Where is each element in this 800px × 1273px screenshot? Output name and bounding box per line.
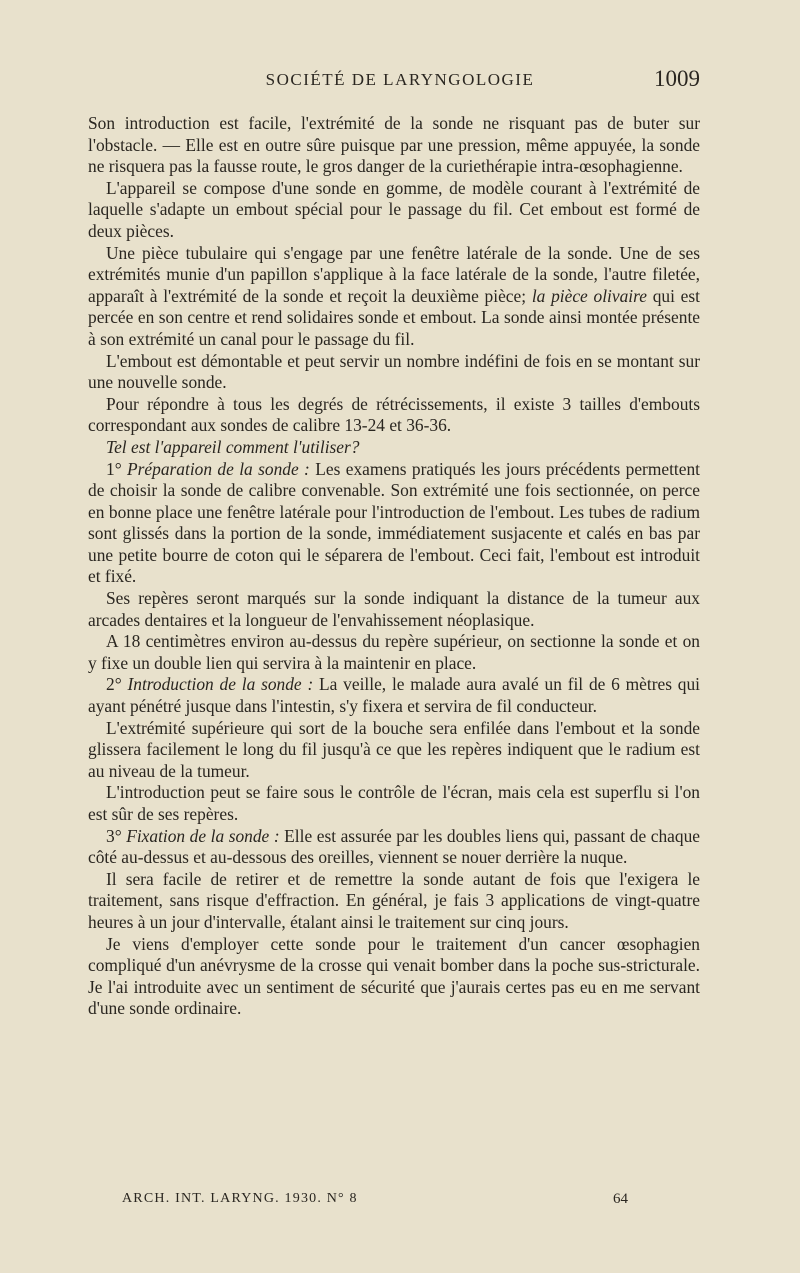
paragraph-text: Ses repères seront marqués sur la sonde indiquant la distance de la tumeur aux arcades dentaires et la longueur de l'envahissement néoplasique. — [88, 588, 700, 630]
paragraph — [88, 394, 700, 437]
running-head: SOCIÉTÉ DE LARYNGOLOGIE — [265, 70, 535, 89]
paragraph-text: qui est percée en son centre et rend solidaires sonde et embout. La sonde ainsi montée présente à son extrémité un canal pour le passage du fil. — [88, 285, 700, 349]
paragraph-text: L'embout est démontable et peut servir un nombre indéfini de fois en se montant sur une nouvelle sonde. — [88, 350, 700, 393]
paragraph — [88, 437, 700, 459]
paragraph — [88, 351, 700, 394]
paragraph-text: A 18 centimètres environ au-dessus du repère supérieur, on sectionne la sonde et on y fixe un double lien qui servira à la maintenir en place. — [88, 631, 700, 673]
section-number: 1° — [106, 458, 128, 479]
paragraph-text: Une pièce tubulaire qui s'engage par une fenêtre latérale de la sonde. Une de ses extrémités munie d'un papillon s'applique à la face latérale de la sonde, l'autre filetée, apparaît à l'extrémité de la sonde et reçoit la deuxième pièce; — [88, 242, 700, 306]
paragraph-text: Il sera facile de retirer et de remettre la sonde autant de fois que l'exigera le traitement, sans risque d'effraction. En général, je fais 3 applications de vingt-quatre heures à un jour d'intervalle, étalant ainsi le traitement sur cinq jours. — [88, 868, 700, 932]
paragraph — [88, 588, 700, 631]
section-heading: Préparation de la sonde : — [127, 458, 310, 479]
paragraph-italic: la pièce olivaire — [531, 285, 647, 306]
section-number: 3° — [106, 825, 127, 846]
article-body — [88, 113, 700, 1020]
paragraph-text: Je viens d'employer cette sonde pour le traitement d'un cancer œsophagien compliqué d'un anévrysme de la crosse qui venait bomber dans la poche sus-stricturale. Je l'ai introduite avec un sentiment de sécurité que j'aurais certes pas eu en me servant d'une sonde ordinaire. — [88, 933, 700, 1019]
paragraph-text: Son introduction est facile, l'extrémité de la sonde ne risquant pas de buter sur l'obstacle. — Elle est en outre sûre puisque par une pression, même appuyée, la sonde ne risquera pas la fausse route, le gros danger de la curiethérapie intra-œsophagienne. — [88, 113, 700, 177]
page-number: 1009 — [654, 66, 700, 91]
paragraph — [88, 178, 700, 243]
paragraph — [88, 718, 700, 783]
paragraph-text: Elle est assurée par les doubles liens qui, passant de chaque côté au-dessus et au-dessous des oreilles, viennent se nouer derrière la nuque. — [88, 825, 701, 868]
paragraph-text: Les examens pratiqués les jours précédents permettent de choisir la sonde de calibre convenable. Son extrémité une fois sectionnée, on perce en bonne place une fenêtre latérale pour l'introduction de l'embout. Les tubes de radium sont glissés dans la portion de la sonde, immédiatement susjacente et calés en bas par une petite bourre de coton qui le séparera de l'embout. Ceci fait, l'embout est introduit et fixé. — [88, 458, 700, 587]
paragraph — [88, 674, 700, 717]
paragraph — [88, 459, 700, 589]
paragraph-text: L'extrémité supérieure qui sort de la bouche sera enfilée dans l'embout et la sonde glissera facilement le long du fil jusqu'à ce que les repères indiquent que le radium est au niveau de la tumeur. — [88, 717, 700, 781]
page-header — [0, 66, 800, 96]
paragraph-italic: Tel est l'appareil comment l'utiliser? — [106, 436, 360, 457]
paragraph — [88, 826, 700, 869]
page-footer — [0, 1189, 800, 1213]
signature-mark: 64 — [613, 1191, 628, 1207]
paragraph — [88, 934, 700, 1020]
paragraph — [88, 869, 700, 934]
paragraph-text: L'appareil se compose d'une sonde en gomme, de modèle courant à l'extrémité de laquelle s'adapte un embout spécial pour le passage du fil. Cet embout est formé de deux pièces. — [88, 177, 700, 241]
section-number: 2° — [106, 674, 128, 695]
paragraph-text: La veille, le malade aura avalé un fil de 6 mètres qui ayant pénétré jusque dans l'intestin, s'y fixera et servira de fil conducteur. — [88, 674, 701, 717]
paragraph-text: Pour répondre à tous les degrés de rétrécissements, il existe 3 tailles d'embouts correspondant aux sondes de calibre 13-24 et 36-36. — [88, 393, 700, 436]
paragraph-text: L'introduction peut se faire sous le contrôle de l'écran, mais cela est superflu si l'on est sûr de ses repères. — [88, 782, 700, 824]
section-heading: Fixation de la sonde : — [126, 825, 280, 846]
journal-reference: ARCH. INT. LARYNG. 1930. N° 8 — [122, 1191, 358, 1206]
section-heading: Introduction de la sonde : — [127, 674, 314, 695]
paragraph — [88, 782, 700, 825]
paragraph — [88, 631, 700, 674]
paragraph — [88, 113, 700, 178]
paragraph — [88, 243, 700, 351]
